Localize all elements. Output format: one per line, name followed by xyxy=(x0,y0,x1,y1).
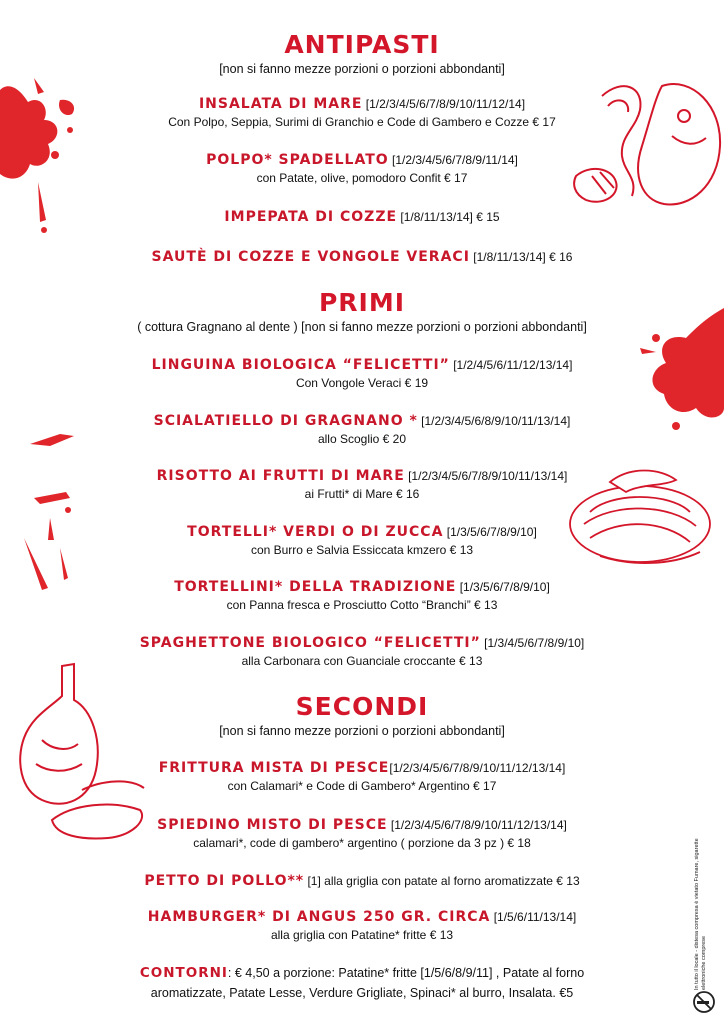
section-note-primi: ( cottura Gragnano al dente ) [non si fanno mezze porzioni o porzioni abbondanti] xyxy=(137,320,587,334)
item-description: Con Vongole Veraci € 19 xyxy=(295,376,429,390)
menu-item xyxy=(0,873,724,889)
item-name: LINGUINA BIOLOGICA “FELICETTI” xyxy=(151,357,450,373)
item-name: HAMBURGER* DI ANGUS 250 GR. CIRCA xyxy=(147,909,491,925)
item-allergens: [1/2/3/4/5/6/7/8/9/10/11/12/13/14] xyxy=(389,761,566,775)
item-allergens: [1/5/6/11/13/14] xyxy=(490,910,577,924)
item-allergens: [1/3/4/5/6/7/8/9/10] xyxy=(480,636,585,650)
item-allergens: [1/8/11/13/14] € 16 xyxy=(469,250,573,264)
menu-item xyxy=(0,413,724,446)
item-allergens: [1] alla griglia con patate al forno aromatizzate € 13 xyxy=(304,874,580,888)
item-allergens: [1/8/11/13/14] € 15 xyxy=(397,210,500,224)
item-description: ai Frutti* di Mare € 16 xyxy=(304,487,420,501)
item-description: con Panna fresca e Prosciutto Cotto “Branchi” € 13 xyxy=(226,598,498,612)
contorni-line1: : € 4,50 a porzione: Patatine* fritte [1/5/6/8/9/11] , Patate al forno xyxy=(227,966,585,980)
section-note-antipasti: [non si fanno mezze porzioni o porzioni abbondanti] xyxy=(219,62,505,76)
item-name: POLPO* SPADELLATO xyxy=(206,152,389,168)
item-allergens: [1/2/3/4/5/6/8/9/10/11/13/14] xyxy=(417,414,571,428)
item-description: Con Polpo, Seppia, Surimi di Granchio e Code di Gambero e Cozze € 17 xyxy=(168,115,556,129)
menu-item xyxy=(0,249,724,265)
menu-item xyxy=(0,209,724,225)
menu-item xyxy=(0,524,724,557)
menu-item xyxy=(0,909,724,942)
section-title-secondi: SECONDI xyxy=(295,692,429,721)
item-name: PETTO DI POLLO** xyxy=(144,873,305,889)
item-allergens: [1/2/3/4/5/6/7/8/9/10/11/13/14] xyxy=(404,469,568,483)
item-name: SPIEDINO MISTO DI PESCE xyxy=(157,817,388,833)
item-name: RISOTTO AI FRUTTI DI MARE xyxy=(156,468,405,484)
item-name: IMPEPATA DI COZZE xyxy=(224,209,398,225)
no-smoking-note: In tutto il locale - distesa compresa è vietato Fumare, sigarette elettroniche comprese xyxy=(694,838,707,990)
item-allergens: [1/2/3/4/5/6/7/8/9/10/11/12/14] xyxy=(362,97,526,111)
item-allergens: [1/3/5/6/7/8/9/10] xyxy=(443,525,537,539)
item-allergens: [1/2/3/4/5/6/7/8/9/10/11/12/13/14] xyxy=(387,818,567,832)
item-description: con Calamari* e Code di Gambero* Argentino € 17 xyxy=(227,779,497,793)
menu-item xyxy=(0,635,724,668)
item-allergens: [1/3/5/6/7/8/9/10] xyxy=(456,580,550,594)
section-note-secondi: [non si fanno mezze porzioni o porzioni abbondanti] xyxy=(219,724,505,738)
item-name: FRITTURA MISTA DI PESCE xyxy=(158,760,390,776)
item-name: INSALATA DI MARE xyxy=(198,96,363,112)
contorni-block xyxy=(0,963,724,1003)
menu-item xyxy=(0,468,724,501)
menu-item xyxy=(0,817,724,850)
no-smoking-icon xyxy=(692,990,716,1014)
menu-item xyxy=(0,760,724,793)
item-description: con Burro e Salvia Essiccata kmzero € 13 xyxy=(250,543,474,557)
item-name: SAUTÈ DI COZZE E VONGOLE VERACI xyxy=(151,249,470,265)
item-description: calamari*, code di gambero* argentino ( porzione da 3 pz ) € 18 xyxy=(193,836,531,850)
item-description: alla griglia con Patatine* fritte € 13 xyxy=(270,928,454,942)
item-description: allo Scoglio € 20 xyxy=(317,432,407,446)
item-name: SPAGHETTONE BIOLOGICO “FELICETTI” xyxy=(139,635,481,651)
section-title-primi: PRIMI xyxy=(318,288,406,317)
contorni-line2: aromatizzate, Patate Lesse, Verdure Grigliate, Spinaci* al burro, Insalata. €5 xyxy=(150,986,574,1000)
item-name: SCIALATIELLO DI GRAGNANO * xyxy=(153,413,418,429)
item-allergens: [1/2/4/5/6/11/12/13/14] xyxy=(449,358,573,372)
item-name: TORTELLINI* DELLA TRADIZIONE xyxy=(174,579,457,595)
item-allergens: [1/2/3/4/5/6/7/8/9/11/14] xyxy=(388,153,518,167)
menu-item xyxy=(0,579,724,612)
menu-item xyxy=(0,152,724,185)
menu-item xyxy=(0,96,724,129)
item-name: TORTELLI* VERDI O DI ZUCCA xyxy=(187,524,444,540)
menu-item xyxy=(0,357,724,390)
red-splash-left-middle xyxy=(20,428,90,598)
section-title-antipasti: ANTIPASTI xyxy=(284,30,440,59)
item-description: alla Carbonara con Guanciale croccante € 13 xyxy=(241,654,483,668)
contorni-label: CONTORNI xyxy=(139,965,228,981)
item-description: con Patate, olive, pomodoro Confit € 17 xyxy=(256,171,468,185)
